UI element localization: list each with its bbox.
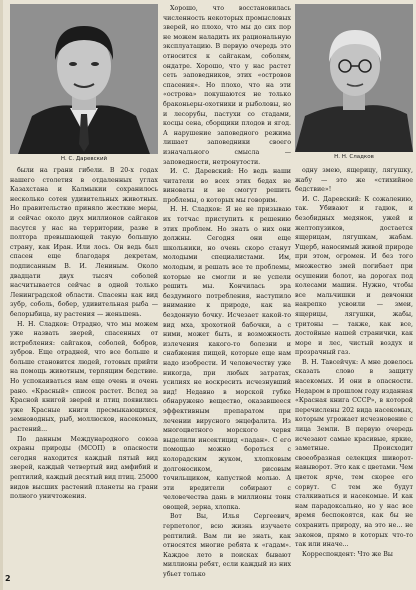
paragraph: были на грани гибели. В 20-х годах нашего столетия в отдаленных углах Казахстана и Калмыкии сохранилось несколько сотен удивительных животных. Но правительство приняло жесткие меры, и сейчас около двух миллионов сайгаков пасутся у нас на территории, разве в полтора превышающей такую большую страну, как Иран. Или лось. Он ведь был спасен еще благодаря декретам, подписанным В. И. Лениным. Около двадцати двух тысяч соболей насчитывается сейчас в одной только Ленинградской области. Спасены как вид зубр, соболь, бобер, удивительная рыба — белорыбица, ну растения — женьшень. [10, 167, 158, 318]
paragraph: одну змею, ящерицу, лягушку, жабу — это же «стихийное бедствие»! [295, 167, 413, 194]
paragraph: Корреспондент: Что же Вы [302, 550, 393, 558]
text-column-3 [295, 166, 413, 586]
paragraph: Н. Н. Сладков: Я не не призываю их тотчас приступить к решению этих проблем. Но знать о них они должны. Сегодня они еще школьники, но очень скоро станут молодыми специалистами. Им, молодым, и решать все те проблемы, которые не смогли и не успели решить мы. Кончилась эра бездумного потребления, наступило внимание к природе, как на бездонную бочку. Исчезает какой-то вид мха, хрохотной бабочки, а с ними, может быть, и возможность излечения какого-то болезни и снабжения пищей, которые еще нам надо изобрести. И человечеству уже никогда, при любых затратах, усилиях не воскресить исчезнувший вид! Недавно в морской губке обнаружено вещество, оказавшееся эффективным препаратом при лечении вирусного энцефалита. Из многоцветного морского червя выделили инсектицид «падан». С его помощью можно бороться с колорадским жуком, хлопковым долгоносиком, рисовым точильщиком, капустной молью. А эти вредители собирают с человечества дань в миллионы тонн овощей, зерна, хлопка. [163, 206, 291, 511]
portrait-photo-left [10, 4, 158, 154]
text-column-1 [10, 166, 158, 570]
paragraph: В. Н. Тавсейчук: А мне довелось сказать слово в защиту насекомых. И они в опасности. Недаром в прошлом году изданная «Красная книга СССР», в которой перечислены 202 вида насекомых, которым угрожает исчезновение с лица Земли. В первую очередь исчезают самые красивые, яркие, заметные. Происходит своеобразная селекция шиворот-навыворот. Это как с цветами. Чем цветок ярче, тем скорее его сорвут. С тем же будут сталкиваться и насекомые. И как нам парадоксально, но у нас все время беспокоятся, как бы не сохранить природу, на это не... не законов, прямо в которых что-то так или иначе... [295, 358, 413, 549]
portrait-photo-right [295, 4, 413, 152]
paragraph: И. С. Даревский: К сожалению, так. Убивают и гадюк, и безобидных медянок, ужей и желтопузиков, достается ящерицам, лягушкам, жабам. Ущерб, наносимый живой природе при этом, огромен. И без того множество змей погибает при осушении болот, на дорогах под колесами машин. Нужно, чтобы все мальчишки и девчонки накрепко усвоили — змеи, ящерицы, лягушки, жабы, тритоны — также, как все, достойные нашей странички, как море и лес, чистый воздух и прозрачный газ. [295, 195, 413, 357]
text-column-2 [163, 4, 291, 586]
paragraph: Хорошо, что восстановилась численность некоторых промысловых зверей, но плохо, что мы до сих пор не можем наладить их рациональную эксплуатацию. В первую очередь это относится к сайгакам, соболям, ондатре. Хорошо, что у нас растет сеть заповедников, этих «островов спасения». Но плохо, что на эти «острова» покушаются не только браконьеры-охотники и рыболовы, но и лесорубы, пастухи со стадами, косцы сена, сборщики плодов и ягод. А нарушение заповедного режима лишает заповедники своего изначального смысла — заповедности, нетронутости. [163, 5, 291, 166]
paragraph: По данным Международного союза охраны природы (МСОП) в опасности сегодня находится каждый пятый вид зверей, каждый четвертый вид амфибий и рептилий, каждый десятый вид птиц. 25000 видов высших растений планеты на грани полного уничтожения. [10, 435, 158, 501]
portrait-image-right [295, 4, 413, 152]
paragraph: Н. Н. Сладков: Отрадно, что мы можем уже назвать зверей, спасенных от истребления: сайгаков, соболей, бобров, зубров. Еще отрадней, что все больше и больше становится людей, готовых прийти на помощь животным, терпящим бедствие. Но успокаиваться нам еще очень и очень рано. «Красный» список растет. Вслед за Красной книгой зверей и птиц появились уже Красные книги пресмыкающихся, земноводных, рыб, моллюсков, насекомых, растений... [10, 320, 158, 434]
page-number: 2 [5, 574, 11, 583]
photo-caption-right: Н. Н. Сладков [334, 154, 374, 160]
photo-caption-left: Н. С. Даревский [60, 156, 108, 162]
paragraph: И. С. Даревский: Но ведь наши читатели во всех этих бедах не виноваты и не смогут решить проблемы, о которых мы говорим. [163, 168, 291, 204]
portrait-image-left [10, 4, 158, 154]
paragraph: Вот Вы, Илья Сергеевич, герпетолог, всю жизнь изучаете рептилий. Вам ли не знать, как относятся многие ребята к «гадам». Каждое лето в поисках бывают миллионы ребят, если каждый из них убьет только [163, 513, 291, 579]
page-edge [0, 0, 3, 590]
